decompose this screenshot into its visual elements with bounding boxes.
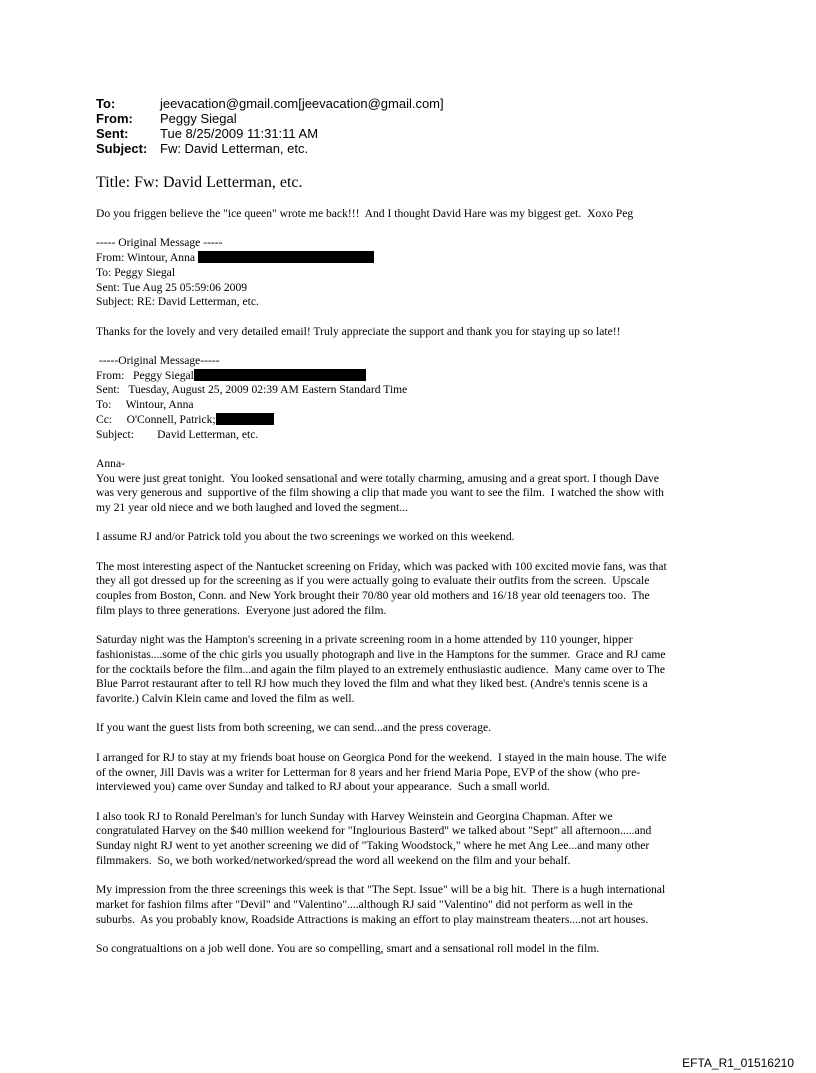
- paragraph-3: [96, 560, 736, 619]
- intro-paragraph: [96, 207, 736, 222]
- header-subject-row: [96, 141, 444, 156]
- greeting-text: Anna-: [96, 456, 125, 470]
- subject-value: Fw: David Letterman, etc.: [160, 141, 309, 156]
- paragraph-8: [96, 883, 736, 927]
- reply-text: Thanks for the lovely and very detailed email! Truly appreciate the support and thank you for staying up so late!!: [96, 324, 621, 338]
- text-line: filmmakers. So, we both worked/networked/spread the word all weekend on the film and your behalf.: [96, 853, 571, 867]
- orig2-to: To: Wintour, Anna: [96, 398, 194, 412]
- text-line: congratulated Harvey on the $40 million weekend for "Inglourious Basterd" we talked about "Sept" all afternoon.....and: [96, 824, 652, 838]
- reply-paragraph: [96, 325, 736, 340]
- text-line: interviewed you) came over Sunday and talked to RJ about your appearance. Such a small world.: [96, 780, 550, 794]
- to-label: To:: [96, 96, 116, 111]
- orig1-from: From: Wintour, Anna: [96, 251, 196, 265]
- paragraph-4: [96, 633, 736, 707]
- to-value: jeevacation@gmail.com[jeevacation@gmail.com]: [160, 96, 444, 111]
- redaction-box: [198, 251, 374, 263]
- redaction-box: [216, 413, 274, 425]
- paragraph-5: [96, 721, 736, 736]
- orig1-subject: Subject: RE: David Letterman, etc.: [96, 295, 259, 309]
- text-line: was very generous and supportive of the film showing a clip that made you want to see the film. I watched the show with: [96, 486, 664, 500]
- text-line: If you want the guest lists from both screening, we can send...and the press coverage.: [96, 721, 492, 735]
- orig2-divider: -----Original Message-----: [96, 353, 220, 367]
- sent-value: Tue 8/25/2009 11:31:11 AM: [160, 126, 319, 141]
- text-line: favorite.) Calvin Klein came and loved the film as well.: [96, 692, 355, 706]
- text-line: My impression from the three screenings this week is that "The Sept. Issue" will be a big hit. There is a hugh international: [96, 883, 666, 897]
- email-header: [96, 96, 444, 156]
- text-line: of the owner, Jill Davis was a writer for Letterman for 8 years and her friend Maria Pope, EVP of the show (who pre-: [96, 765, 641, 779]
- document-id-footer: EFTA_R1_01516210: [682, 1056, 794, 1070]
- greeting: [96, 457, 736, 472]
- paragraph-2: [96, 530, 736, 545]
- text-line: they all got dressed up for the screening as if you were actually going to evaluate their outfits from the screen. Upscale: [96, 574, 650, 588]
- orig1-divider: ----- Original Message -----: [96, 236, 223, 250]
- from-label: From:: [96, 111, 133, 126]
- orig2-sent: Sent: Tuesday, August 25, 2009 02:39 AM Eastern Standard Time: [96, 383, 408, 397]
- orig2-subject: Subject: David Letterman, etc.: [96, 427, 259, 441]
- text-line: So congratualtions on a job well done. You are so compelling, smart and a sensational roll model in the film.: [96, 941, 600, 955]
- orig2-from: From: Peggy Siegal: [96, 368, 194, 382]
- intro-text: Do you friggen believe the "ice queen" wrote me back!!! And I thought David Hare was my biggest get. Xoxo Peg: [96, 207, 634, 220]
- text-line: The most interesting aspect of the Nantucket screening on Friday, which was packed with 100 excited movie fans, was that: [96, 559, 667, 573]
- original-message-1: [96, 236, 736, 310]
- paragraph-1: [96, 472, 736, 516]
- text-line: Sunday night RJ went to yet another screening we did of "Taking Woodstock," where he met Ang Lee...and many other: [96, 839, 650, 853]
- text-line: I assume RJ and/or Patrick told you about the two screenings we worked on this weekend.: [96, 530, 515, 544]
- text-line: for the cocktails before the film...and again the film played to an extremely enthusiastic audience. Many came over to The: [96, 662, 665, 676]
- text-line: my 21 year old niece and we both laughed and loved the segment...: [96, 501, 408, 514]
- text-line: I also took RJ to Ronald Perelman's for lunch Sunday with Harvey Weinstein and Georgina Chapman. After we: [96, 809, 613, 823]
- text-line: suburbs. As you probably know, Roadside Attractions is making an effort to play mainstream theaters....not art houses.: [96, 912, 649, 926]
- header-from-row: [96, 111, 444, 126]
- orig2-cc: Cc: O'Connell, Patrick;: [96, 412, 216, 426]
- header-to-row: [96, 96, 444, 111]
- text-line: Blue Parrot restaurant after to tell RJ how much they loved the film and what they liked best. (Andre's tennis scene is a: [96, 677, 648, 691]
- text-line: You were just great tonight. You looked sensational and were totally charming, amusing and a great sport. I though Dave: [96, 471, 659, 485]
- redaction-box: [194, 369, 366, 381]
- text-line: film plays to three generations. Everyone just adored the film.: [96, 603, 387, 617]
- email-body: [96, 207, 736, 971]
- original-message-2: [96, 354, 736, 442]
- document-title: Title: Fw: David Letterman, etc.: [96, 174, 303, 191]
- from-value: Peggy Siegal: [160, 111, 237, 126]
- text-line: fashionistas....some of the chic girls you usually photograph and live in the Hamptons for the summer. Grace and RJ came: [96, 647, 666, 661]
- text-line: market for fashion films after "Devil" and "Valentino"....although RJ said "Valentino" did not perform as well in the: [96, 897, 633, 911]
- sent-label: Sent:: [96, 126, 129, 141]
- text-line: Saturday night was the Hampton's screening in a private screening room in a home attended by 110 younger, hipper: [96, 633, 633, 647]
- paragraph-6: [96, 751, 736, 795]
- text-line: I arranged for RJ to stay at my friends boat house on Georgica Pond for the weekend. I stayed in the main house. The wife: [96, 750, 667, 764]
- paragraph-7: [96, 810, 736, 869]
- header-sent-row: [96, 126, 444, 141]
- orig1-sent: Sent: Tue Aug 25 05:59:06 2009: [96, 280, 248, 294]
- orig1-to: To: Peggy Siegal: [96, 265, 176, 279]
- text-line: couples from Boston, Conn. and New York brought their 70/80 year old mothers and 16/18 year old teenagers too. The: [96, 589, 650, 603]
- paragraph-9: [96, 942, 736, 957]
- subject-label: Subject:: [96, 141, 148, 156]
